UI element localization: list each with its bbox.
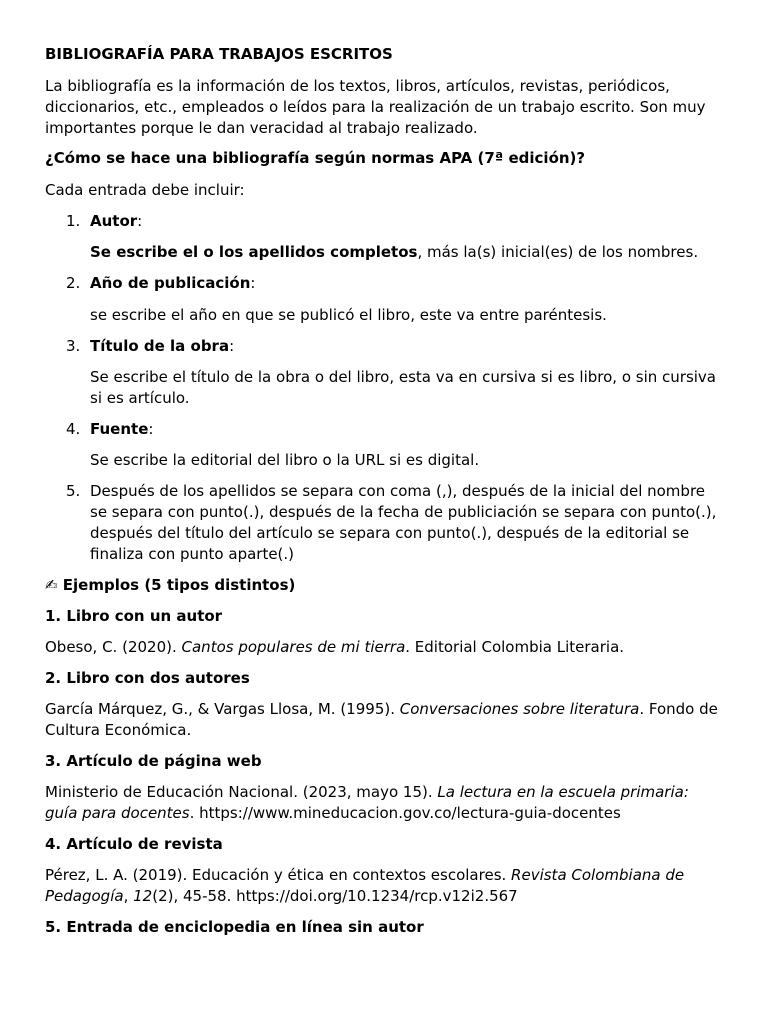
list-item-text: Después de los apellidos se separa con coma (,), después de la inicial del nombre <box>90 482 706 500</box>
example-heading: 2. Libro con dos autores <box>45 669 250 687</box>
example-heading: 4. Artículo de revista <box>45 835 223 853</box>
list-item-label: Año de publicación: <box>90 274 256 292</box>
list-item-label: Autor: <box>90 212 143 230</box>
list-item-text: finaliza con punto aparte(.) <box>90 545 295 563</box>
example-citation: Obeso, C. (2020). Cantos populares de mi tierra. Editorial Colombia Literaria. <box>45 638 625 656</box>
list-item-text: se separa con punto(.), después de la fecha de publiciación se separa con punto(.), <box>90 503 717 521</box>
list-number: 2. <box>66 274 81 292</box>
intro-line-3: importantes porque le dan veracidad al trabajo realizado. <box>45 119 478 137</box>
document-title: BIBLIOGRAFÍA PARA TRABAJOS ESCRITOS <box>45 45 393 63</box>
example-citation: guía para docentes. https://www.mineducacion.gov.co/lectura-guia-docentes <box>45 804 621 822</box>
example-citation: García Márquez, G., & Vargas Llosa, M. (1995). Conversaciones sobre literatura. Fondo de <box>45 700 718 718</box>
list-item-label: Título de la obra: <box>90 337 235 355</box>
examples-heading: ✍ Ejemplos (5 tipos distintos) <box>45 576 296 594</box>
example-heading: 3. Artículo de página web <box>45 752 262 770</box>
list-item-description: si es artículo. <box>90 389 190 407</box>
list-item-text: después del título del artículo se separa con punto(.), después de la editorial se <box>90 524 690 542</box>
intro-line-2: diccionarios, etc., empleados o leídos para la realización de un trabajo escrito. Son muy <box>45 98 706 116</box>
example-citation: Ministerio de Educación Nacional. (2023, mayo 15). La lectura en la escuela primaria: <box>45 783 689 801</box>
list-number: 4. <box>66 420 81 438</box>
list-item-description: Se escribe el título de la obra o del libro, esta va en cursiva si es libro, o sin cursiva <box>90 368 716 386</box>
list-number: 5. <box>66 482 81 500</box>
list-number: 3. <box>66 337 81 355</box>
apa-question-heading: ¿Cómo se hace una bibliografía según normas APA (7ª edición)? <box>45 149 586 167</box>
example-citation: Pedagogía, 12(2), 45-58. https://doi.org/10.1234/rcp.v12i2.567 <box>45 887 518 905</box>
example-heading: 1. Libro con un autor <box>45 607 223 625</box>
list-item-description: Se escribe el o los apellidos completos, más la(s) inicial(es) de los nombres. <box>90 243 699 261</box>
intro-line-1: La bibliografía es la información de los textos, libros, artículos, revistas, periódicos, <box>45 77 670 95</box>
example-heading: 5. Entrada de enciclopedia en línea sin autor <box>45 918 424 936</box>
entry-intro: Cada entrada debe incluir: <box>45 181 245 199</box>
list-number: 1. <box>66 212 81 230</box>
example-citation: Cultura Económica. <box>45 721 192 739</box>
list-item-description: Se escribe la editorial del libro o la URL si es digital. <box>90 451 480 469</box>
list-item-description: se escribe el año en que se publicó el libro, este va entre paréntesis. <box>90 306 607 324</box>
example-citation: Pérez, L. A. (2019). Educación y ética en contextos escolares. Revista Colombiana de <box>45 866 685 884</box>
list-item-label: Fuente: <box>90 420 154 438</box>
